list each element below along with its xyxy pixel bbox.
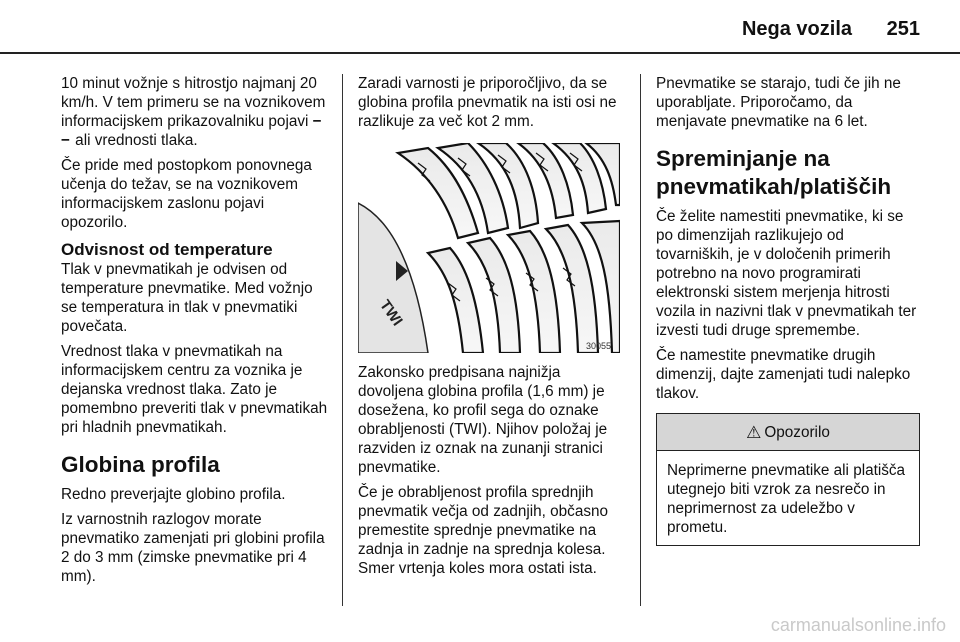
column-right <box>656 74 922 546</box>
column-middle <box>358 74 626 584</box>
paragraph-check-tread: Redno preverjajte globino profila. <box>61 486 286 503</box>
paragraph-different-dimensions: Če želite namestiti pnevmatike, ki se po dimenzijah razlikujejo od tovarniških, je v določenih primerih potrebno na novo programirati elektronski sistem merjenja hitrosti vozila in nazivni tlak v pnevmatikah ter izvesti tudi druge spremembe. <box>656 208 917 339</box>
paragraph-temperature: Tlak v pnevmatikah je odvisen od temperature pnevmatike. Med vožnjo se temperatura in tlak v pnevmatiki povečata. <box>61 261 313 335</box>
tread-wear-indicator-figure <box>358 143 620 353</box>
paragraph-legal-minimum: Zakonsko predpisana najnižja dovoljena globina profila (1,6 mm) je dosežena, ko profil sega do oznake obrabljenosti (TWI). Njihov položaj je razviden iz oznak na zunanji stranici pnevmatike. <box>358 364 608 476</box>
warning-box <box>656 413 920 546</box>
twi-label: TWI <box>376 296 406 330</box>
text-span: ali vrednosti tlaka. <box>70 132 198 149</box>
warning-header <box>657 414 919 451</box>
text-span: 10 minut vožnje s hitrostjo najmanj 20 km/h. V tem primeru se na voznikovem informacijskem prikazovalniku pojavi <box>61 75 326 130</box>
warning-body: Neprimerne pnevmatike ali platišča utegnejo biti vzrok za nesrečo in neprimernost za udeležbo v prometu. <box>667 462 906 536</box>
column-divider <box>640 74 641 606</box>
heading-temperature: Odvisnost od temperature <box>61 240 273 259</box>
column-divider <box>342 74 343 606</box>
paragraph-rotate-tyres: Če je obrabljenost profila sprednjih pnevmatik večja od zadnjih, občasno premestite sprednje pnevmatike na zadnja in zadnje na sprednja kolesa. Smer vrtenja koles mora ostati ista. <box>358 484 609 577</box>
paragraph-tyre-aging: Pnevmatike se starajo, tudi če jih ne uporabljate. Priporočamo, da menjavate pnevmatike na 6 let. <box>656 75 901 130</box>
figure-number: 30055 <box>586 341 612 351</box>
warning-triangle-icon: ⚠ <box>746 422 762 442</box>
column-left <box>61 74 331 592</box>
heading-tyre-rim-change: Spreminjanje na pnevmatikah/platiščih <box>656 146 892 199</box>
paragraph-axle-difference: Zaradi varnosti je priporočljivo, da se globina profila pnevmatik na isti osi ne razlikuje za več kot 2 mm. <box>358 75 617 130</box>
watermark: carmanualsonline.info <box>770 615 946 635</box>
dash-symbol: − − <box>61 113 323 149</box>
paragraph-relearn-display <box>61 74 331 150</box>
paragraph-pressure-label: Če namestite pnevmatike drugih dimenzij, dajte zamenjati tudi nalepko tlakov. <box>656 347 911 402</box>
section-title: Nega vozila <box>741 18 852 40</box>
paragraph-replace-tyre: Iz varnostnih razlogov morate pnevmatiko zamenjati pri globini profila 2 do 3 mm (zimske pnevmatike pri 4 mm). <box>61 511 325 585</box>
page-number: 251 <box>886 18 920 40</box>
header-divider <box>0 52 960 54</box>
paragraph-pressure-value: Vrednost tlaka v pnevmatikah na informacijskem centru za voznika je dejanska vrednost tlaka. Zato je pomembno preveriti tlak v pnevmatikah pri hladnih pnevmatikah. <box>61 343 328 436</box>
paragraph-relearn-problem: Če pride med postopkom ponovnega učenja do težav, se na voznikovem informacijskem zaslonu pojavi opozorilo. <box>61 157 312 231</box>
page-header <box>0 0 960 52</box>
heading-tread-depth: Globina profila <box>61 452 220 477</box>
warning-title: Opozorilo <box>764 423 830 441</box>
